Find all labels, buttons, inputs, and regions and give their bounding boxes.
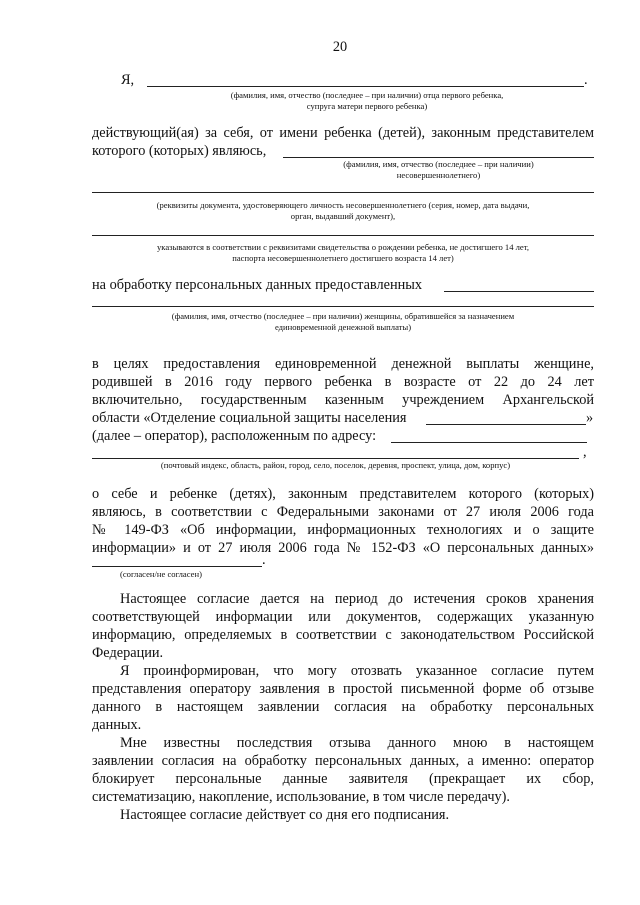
paragraph-1-line-4: Федерации. [92, 645, 164, 661]
processing-line: на обработку персональных данных предоставленных [92, 277, 423, 293]
father-name-caption-1: (фамилия, имя, отчество (последнее – при наличии) отца первого ребенка, [230, 90, 504, 100]
consent-line[interactable] [92, 566, 262, 567]
address-caption: (почтовый индекс, область, район, город, село, поселок, деревня, проспект, улица, дом, корпус) [160, 460, 511, 470]
paragraph-1-line-2: соответствующей информации или документов, содержащих указанную [92, 609, 594, 625]
father-name-caption-2: супруга матери первого ребенка) [306, 101, 428, 111]
consent-caption: (согласен/не согласен) [120, 569, 202, 579]
address-line-1[interactable] [391, 442, 587, 443]
purpose-line-5: (далее – оператор), расположенным по адресу: [92, 428, 377, 444]
birth-certificate-line[interactable] [92, 235, 594, 236]
address-comma: , [583, 444, 587, 460]
page-number: 20 [332, 39, 348, 55]
purpose-line-4-end: » [586, 410, 594, 426]
paragraph-2-line-3: данного в настоящем заявлении согласия на обработку персональных [92, 699, 594, 715]
purpose-line-2: родившей в 2016 году первого ребенка в возрасте от 22 до 24 лет [92, 374, 594, 390]
paragraph-2-line-1: Я проинформирован, что могу отозвать указанное согласие путем [120, 663, 594, 679]
paragraph-2-line-2: представления оператору заявления в простой письменной форме об отзыве [92, 681, 594, 697]
purpose-line-3: включительно, государственным казенным учреждением Архангельской [92, 392, 594, 408]
child-name-caption-2: несовершеннолетнего) [396, 170, 481, 180]
paragraph-1-line-3: информацию, определяемых в соответствии с законодательством Российской [92, 627, 594, 643]
consent-dot: . [262, 552, 266, 568]
paragraph-3-line-3: блокирует персональные данные заявителя (прекращает их сбор, [92, 771, 594, 787]
paragraph-2-line-4: данных. [92, 717, 142, 733]
child-document-line[interactable] [92, 192, 594, 193]
about-line-2: являюсь, в соответствии с Федеральными законами от 27 июля 2006 года [92, 504, 594, 520]
purpose-line-1: в целях предоставления единовременной денежной выплаты женщине, [92, 356, 594, 372]
child-name-caption-1: (фамилия, имя, отчество (последнее – при наличии) [343, 159, 534, 169]
child-document-caption-1: (реквизиты документа, удостоверяющего личность несовершеннолетнего (серия, номер, дата выдачи, [156, 200, 530, 210]
paragraph-4: Настоящее согласие действует со дня его подписания. [120, 807, 450, 823]
paragraph-3-line-4: систематизацию, накопление, использование, в том числе передачу). [92, 789, 511, 805]
child-document-caption-2: орган, выдавший документ), [290, 211, 396, 221]
office-name-line[interactable] [426, 424, 586, 425]
document-page: 20 Я, . (фамилия, имя, отчество (последнее – при наличии) отца первого ребенка, супруга матери первого ребенка) действующий(ая) за себя, от имени ребенка (детей), законным представителем которого (которых) являюсь, (фамилия, имя, отчество (последнее – при наличии) несовершеннолетнего) (реквизиты документа, удостоверяющего личность несовершеннолетнего (серия, номер, дата выдачи, орган, выдавший документ), указываются в соответствии с реквизитами свидетельства о рождении ребенка, не достигшего 14 лет, паспорта несовершеннолетнего достигшего возраста 14 лет) на обработку персональных данных предоставленных (фамилия, имя, отчество (последнее – при наличии) женщины, обратившейся за назначением единовременной денежной выплаты) в целях предоставления единовременной денежной выплаты женщине, родившей в 2016 году первого ребенка в возрасте от 22 до 24 лет включительно, государственным казенным учреждением Архангельской области «Отделение социальной защиты населения » (далее – оператор), расположенным по адресу: , (почтовый индекс, область, район, город, село, поселок, деревня, проспект, улица, дом, корпус) о себе и ребенке (детях), законным представителем которого (которых) являюсь, в соответствии с Федеральными законами от 27 июля 2006 года № 149-ФЗ «Об информации, информационных технологиях и о защите информации» и от 27 июля 2006 года № 152-ФЗ «О персональных данных» . (согласен/не согласен) Настоящее согласие дается на период до истечения сроков хранения соответствующей информации или документов, содержащих указанную информацию, определяемых в соответствии с законодательством Российской Федерации. Я проинформирован, что могу отозвать указанное согласие путем представления оператору заявления в простой письменной форме об отзыве данного в настоящем заявлении согласия на обработку персональных данных. Мне известны последствия отзыва данного мною в настоящем заявлении согласия на обработку персональных данных, а именно: оператор блокирует персональные данные заявителя (прекращает их сбор, систематизацию, накопление, использование, в том числе передачу). Настоящее согласие действует со дня его подписания. [92, 39, 594, 823]
about-line-3: № 149-ФЗ «Об информации, информационных технологиях и о защите [92, 522, 594, 538]
father-name-line[interactable] [147, 86, 584, 87]
mother-name-line-2[interactable] [92, 306, 594, 307]
acting-line-1: действующий(ая) за себя, от имени ребенка (детей), законным представителем [92, 125, 594, 141]
about-line-4: информации» и от 27 июля 2006 года № 152-ФЗ «О персональных данных» [92, 540, 594, 556]
paragraph-1-line-1: Настоящее согласие дается на период до истечения сроков хранения [120, 591, 594, 607]
paragraph-3-line-2: заявлении согласия на обработку персональных данных, а именно: оператор [92, 753, 594, 769]
ya-label: Я, [121, 72, 135, 88]
about-line-1: о себе и ребенке (детях), законным представителем которого (которых) [92, 486, 594, 502]
purpose-line-4: области «Отделение социальной защиты населения [92, 410, 407, 426]
acting-line-2: которого (которых) являюсь, [92, 143, 267, 159]
paragraph-3-line-1: Мне известны последствия отзыва данного мною в настоящем [120, 735, 594, 751]
mother-name-caption-1: (фамилия, имя, отчество (последнее – при наличии) женщины, обратившейся за назначением [171, 311, 515, 321]
mother-name-line-1[interactable] [444, 291, 594, 292]
birth-certificate-caption-1: указываются в соответствии с реквизитами свидетельства о рождении ребенка, не достигшего 14 лет, [156, 242, 529, 252]
birth-certificate-caption-2: паспорта несовершеннолетнего достигшего возраста 14 лет) [232, 253, 454, 263]
mother-name-caption-2: единовременной денежной выплаты) [274, 322, 412, 332]
child-name-line[interactable] [283, 157, 594, 158]
address-line-2[interactable] [92, 458, 579, 459]
